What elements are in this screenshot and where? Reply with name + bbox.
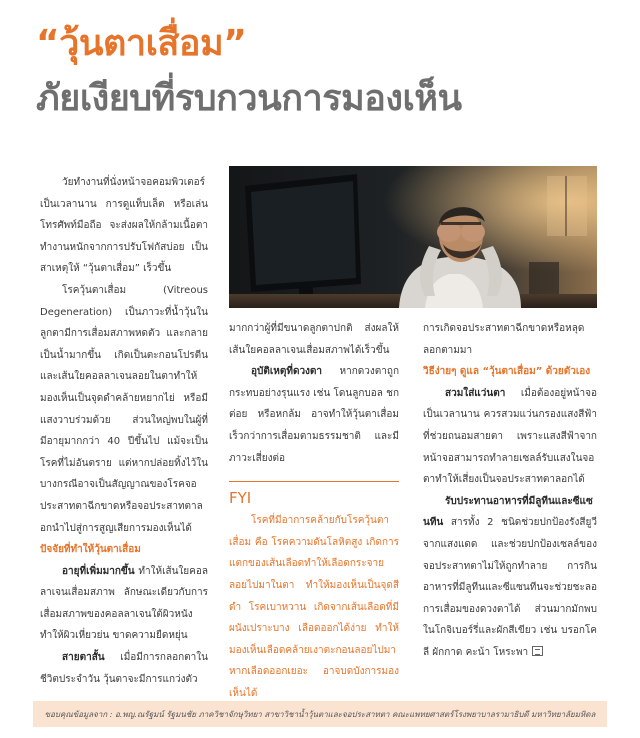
risk-factor-myopia-label: สายตาสั้น (62, 652, 105, 664)
care-tips-heading-prefix: วิธีง่ายๆ ดูแล (423, 366, 483, 378)
myopia-continued: มากกว่าผู้ที่มีขนาดลูกตาปกติ ส่งผลให้เส้นใยคอลลาเจนเสื่อมสภาพได้เร็วขึ้น (229, 323, 399, 356)
definition-paragraph: โรควุ้นตาเสื่อม (Vitreous Degeneration) เป็นภาวะที่น้ำวุ้นในลูกตามีการเสื่อมสภาพหดตัว และกลายเป็นน้ำมากขึ้น เกิดเป็นตะกอนโปรตีนและเส้นใยคอลลาเจนลอยในตาทำให้มองเห็นเป็นจุดดำคล้ายหยากไย่ หรือมีแสงวาบร่วมด้วย ส่วนใหญ่พบในผู้ที่มีอายุมากกว่า 40 ปีขึ้นไป แม้จะเป็นโรคที่ไม่อันตราย แต่หากปล่อยทิ้งไว้ในบางกรณีอาจเป็นสัญญาณของโรคจอประสาทตาฉีกขาดหรือจอประสาทตาลอกนำไปสู่การสูญเสียการมองเห็นได้ (40, 284, 208, 534)
risk-factor-myopia (40, 647, 208, 690)
risk-factors-heading: ปัจจัยที่ทำให้วุ้นตาเสื่อม (40, 544, 141, 556)
end-of-article-icon (532, 646, 543, 656)
fyi-box (229, 481, 399, 711)
column-3 (423, 318, 597, 664)
risk-factor-accident-text: หากดวงตาถูกกระทบอย่างรุนแรง เช่น โดนลูกบอล ชกต่อย หรือหกล้ม อาจทำให้วุ้นตาเสื่อมเร็วกว่าการเสื่อมตามธรรมชาติ และมีภาวะเสี่ยงต่อ (229, 366, 399, 464)
risk-factor-age (40, 561, 208, 647)
source-credit-bar (33, 701, 607, 727)
intro-paragraph: วัยทำงานที่นั่งหน้าจอคอมพิวเตอร์เป็นเวลานาน การดูแท็บเล็ต หรือเล่นโทรศัพท์มือถือ จะส่งผลให้กล้ามเนื้อตาทำงานหนักจากการปรับโฟกัสบ่อย เป็นสาเหตุให้ “วุ้นตาเสื่อม” เร็วขึ้น (40, 177, 208, 275)
care-tips-heading (423, 361, 597, 383)
care-tip-glasses-text: เมื่อต้องอยู่หน้าจอเป็นเวลานาน ควรสวมแว่นกรองแสงสีฟ้าที่ช่วยถนอมสายตา เพราะแสงสีฟ้าจากหน้าจอสามารถทำลายเซลล์รับแสงในจอตาทำให้เสี่ยงเป็นจอประสาทตาลอกได้ (423, 387, 597, 486)
fyi-title: FYI (229, 489, 252, 508)
care-tip-food-label: รับประทานอาหารที่มีลูทีนและซีแซนทีน (423, 495, 593, 529)
risk-factor-myopia-text: เมื่อมีการกลอกตาในชีวิตประจำวัน วุ้นตาจะมีการแกว่งตัว (40, 652, 208, 685)
care-tip-glasses (423, 383, 597, 491)
care-tip-glasses-label: สวมใส่แว่นตา (445, 387, 506, 399)
column-1 (40, 172, 208, 690)
risk-factor-accident (229, 361, 399, 469)
risk-factor-age-text: ทำให้เส้นใยคอลลาเจนเสื่อมสภาพ ลักษณะเดียวกับการเสื่อมสภาพของคอลลาเจนใต้ผิวหนังทำให้ผิวเหี่ยวย่น ขาดความยืดหยุ่น (40, 565, 208, 642)
risk-factor-accident-label: อุบัติเหตุที่ดวงตา (251, 366, 323, 378)
care-tip-food-text: สารทั้ง 2 ชนิดช่วยปกป้องรังสียูวีจากแสงแดด และช่วยปกป้องเซลล์ของจอประสาทตาไม่ให้ถูกทำลาย การกินอาหารที่มีลูทีนและซีแซนทีนจะช่วยชะลอการเสื่อมของดวงตาได้ ส่วนมากมักพบในโกจิเบอร์รี่และผักสีเขียว เช่น บรอกโคลี ผักกาด คะน้า โหระพา (423, 517, 597, 658)
care-tip-food (423, 491, 597, 664)
article-title-highlight: “วุ้นตาเสื่อม” (36, 23, 247, 64)
fyi-text: โรคที่มีอาการคล้ายกับโรควุ้นตาเสื่อม คือ โรคความดันโลหิตสูง เกิดการแตกของเส้นเลือดทำให้เลือดกระจายลอยไปมาในตา ทำให้มองเห็นเป็นจุดสีดำ โรคเบาหวาน เกิดจากเส้นเลือดที่มีผนังเปราะบาง เลือดออกได้ง่าย ทำให้มองเห็นเลือดคล้ายเงาตะกอนลอยไปมา หากเลือดออกเยอะ อาจบดบังการมองเห็นได้ (229, 515, 399, 699)
hero-photo (229, 166, 597, 308)
column-2 (229, 318, 399, 712)
risk-factor-age-label: อายุที่เพิ่มมากขึ้น (62, 565, 135, 577)
source-credit-text: ขอบคุณข้อมูลจาก : อ.พญ.ณรัฐมน์ รัฐมนชัย ภาควิชาจักษุวิทยา สาขาวิชาน้ำวุ้นตาและจอประสาทตา คณะแพทยศาสตร์โรงพยาบาลรามาธิบดี มหาวิทยาลัยมหิดล (44, 709, 596, 719)
accident-continued: การเกิดจอประสาทตาฉีกขาดหรือหลุดลอกตามมา (423, 323, 585, 356)
article-title: ภัยเงียบที่รบกวนการมองเห็น (36, 78, 462, 119)
care-tips-heading-highlight: “วุ้นตาเสื่อม” ด้วยตัวเอง (482, 366, 591, 378)
